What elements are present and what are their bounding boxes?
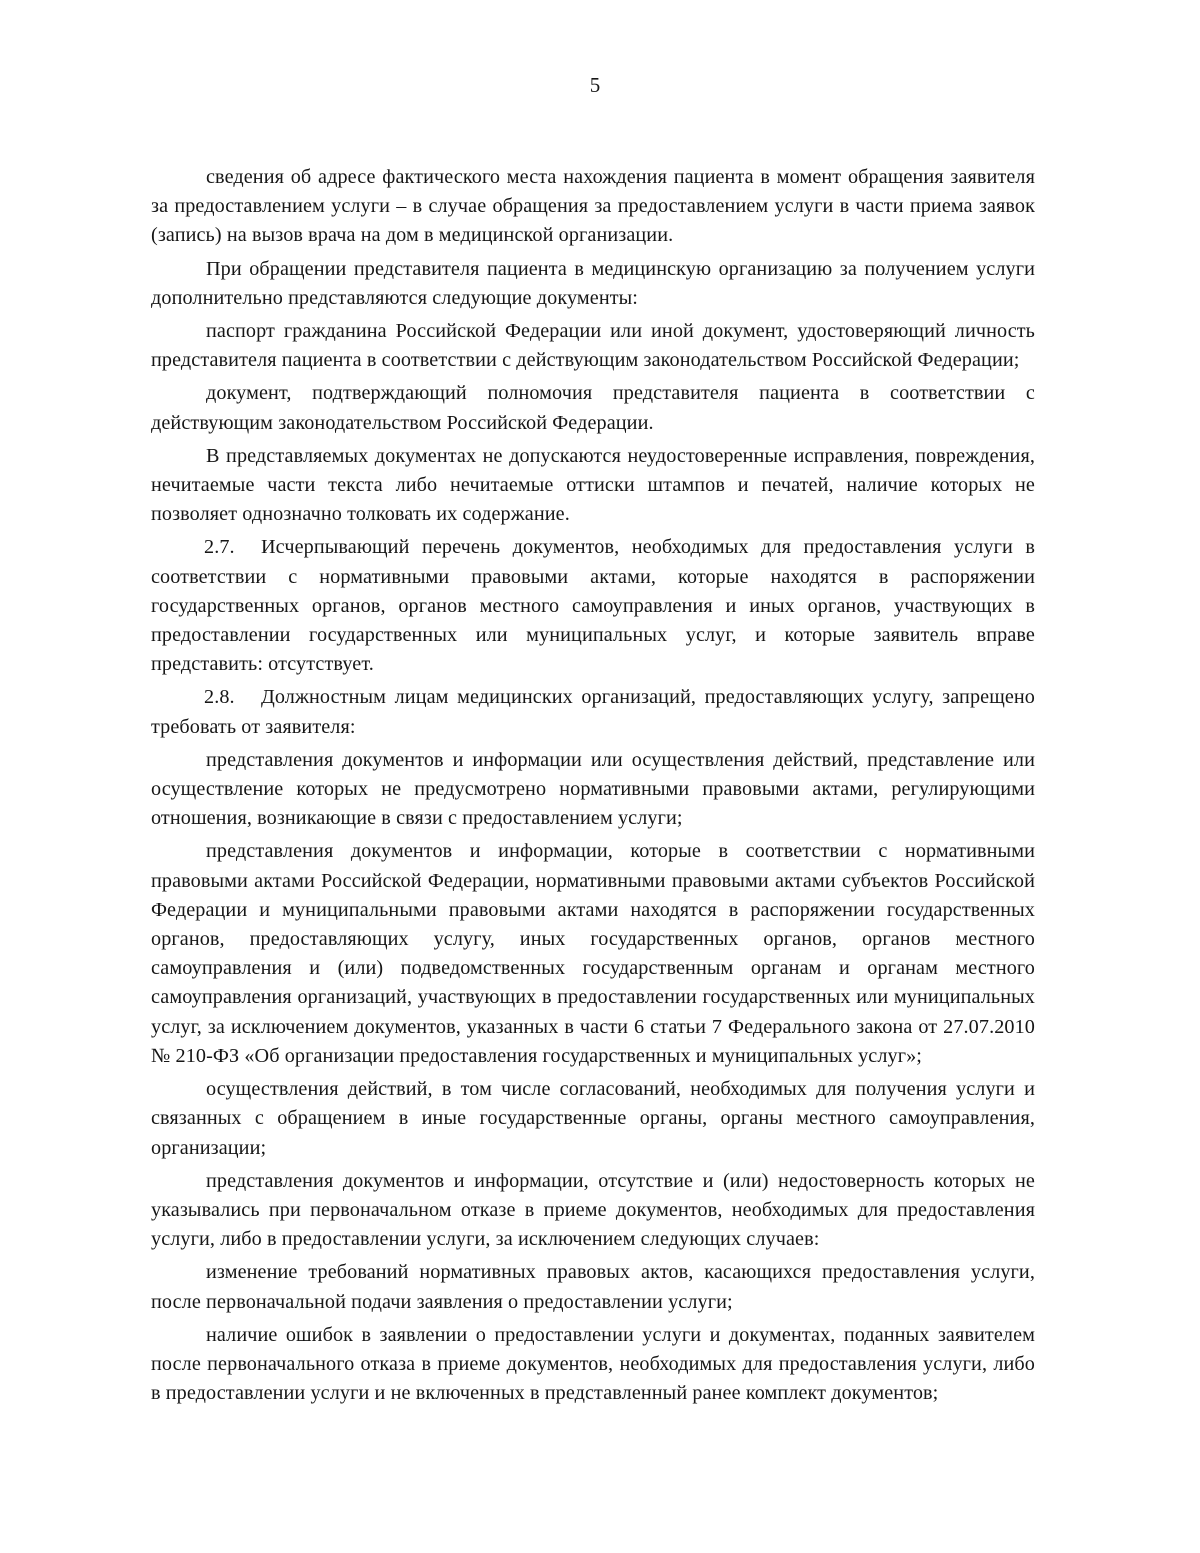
paragraph-text: изменение требований нормативных правовых актов, касающихся предоставления услуги, после первоначальной подачи заявления о предоставлении услуги;	[151, 1261, 1035, 1313]
paragraph	[151, 255, 1035, 313]
page-number: 5	[589, 73, 601, 97]
paragraph-number: 2.8.	[204, 686, 235, 709]
paragraph-number: 2.7.	[204, 536, 235, 559]
paragraph	[151, 1167, 1035, 1255]
paragraph-text: Исчерпывающий перечень документов, необходимых для предоставления услуги в соответствии с нормативными правовыми актами, которые находятся в распоряжении государственных органов, органов местного самоуправления и иных органов, участвующих в предоставлении государственных или муниципальных услуг, и которые заявитель вправе представить: отсутствует.	[151, 536, 1035, 676]
paragraph	[151, 1075, 1035, 1163]
paragraph	[151, 442, 1035, 530]
paragraph	[151, 746, 1035, 834]
numbered-paragraph	[151, 533, 1035, 679]
paragraph-text: осуществления действий, в том числе согласований, необходимых для получения услуги и связанных с обращением в иные государственные органы, органы местного самоуправления, организации;	[151, 1078, 1035, 1159]
paragraph-text: документ, подтверждающий полномочия представителя пациента в соответствии с действующим законодательством Российской Федерации.	[151, 382, 1035, 434]
paragraph-text: представления документов и информации, которые в соответствии с нормативными правовыми актами Российской Федерации, нормативными правовыми актами субъектов Российской Федерации и муниципальными правовыми актами находятся в распоряжении государственных органов, предоставляющих услугу, иных государственных органов, органов местного самоуправления и (или) подведомственных государственным органам и органам местного самоуправления организаций, участвующих в предоставлении государственных или муниципальных услуг, за исключением документов, указанных в части 6 статьи 7 Федерального закона от 27.07.2010 № 210-ФЗ «Об организации предоставления государственных и муниципальных услуг»;	[151, 840, 1035, 1067]
paragraph-text: представления документов и информации или осуществления действий, представление или осуществление которых не предусмотрено нормативными правовыми актами, регулирующими отношения, возникающие в связи с предоставлением услуги;	[151, 748, 1035, 830]
paragraph-text: Должностным лицам медицинских организаций, предоставляющих услугу, запрещено требовать от заявителя:	[151, 686, 1035, 738]
paragraph	[151, 837, 1035, 1071]
paragraph	[151, 379, 1035, 437]
paragraph-text: сведения об адресе фактического места нахождения пациента в момент обращения заявителя за предоставлением услуги – в случае обращения за предоставлением услуги в части приема заявок (запись) на вызов врача на дом в медицинской организации.	[151, 166, 1035, 247]
paragraph	[151, 163, 1035, 251]
paragraph-text: представления документов и информации, отсутствие и (или) недостоверность которых не указывались при первоначальном отказе в приеме документов, необходимых для предоставления услуги, либо в предоставлении услуги, за исключением следующих случаев:	[151, 1169, 1035, 1251]
document-body	[151, 163, 1035, 1412]
paragraph-text: наличие ошибок в заявлении о предоставлении услуги и документах, поданных заявителем после первоначального отказа в приеме документов, необходимых для предоставления услуги, либо в предоставлении услуги и не включенных в представленный ранее комплект документов;	[151, 1323, 1035, 1405]
paragraph-text: При обращении представителя пациента в медицинскую организацию за получением услуги дополнительно представляются следующие документы:	[151, 257, 1035, 309]
paragraph-text: В представляемых документах не допускаются неудостоверенные исправления, повреждения, нечитаемые части текста либо нечитаемые оттиски штампов и печатей, наличие которых не позволяет однозначно толковать их содержание.	[151, 444, 1035, 526]
paragraph-text: паспорт гражданина Российской Федерации или иной документ, удостоверяющий личность представителя пациента в соответствии с действующим законодательством Российской Федерации;	[151, 320, 1035, 372]
paragraph	[151, 317, 1035, 375]
paragraph	[151, 1321, 1035, 1409]
numbered-paragraph	[151, 683, 1035, 741]
paragraph	[151, 1258, 1035, 1316]
